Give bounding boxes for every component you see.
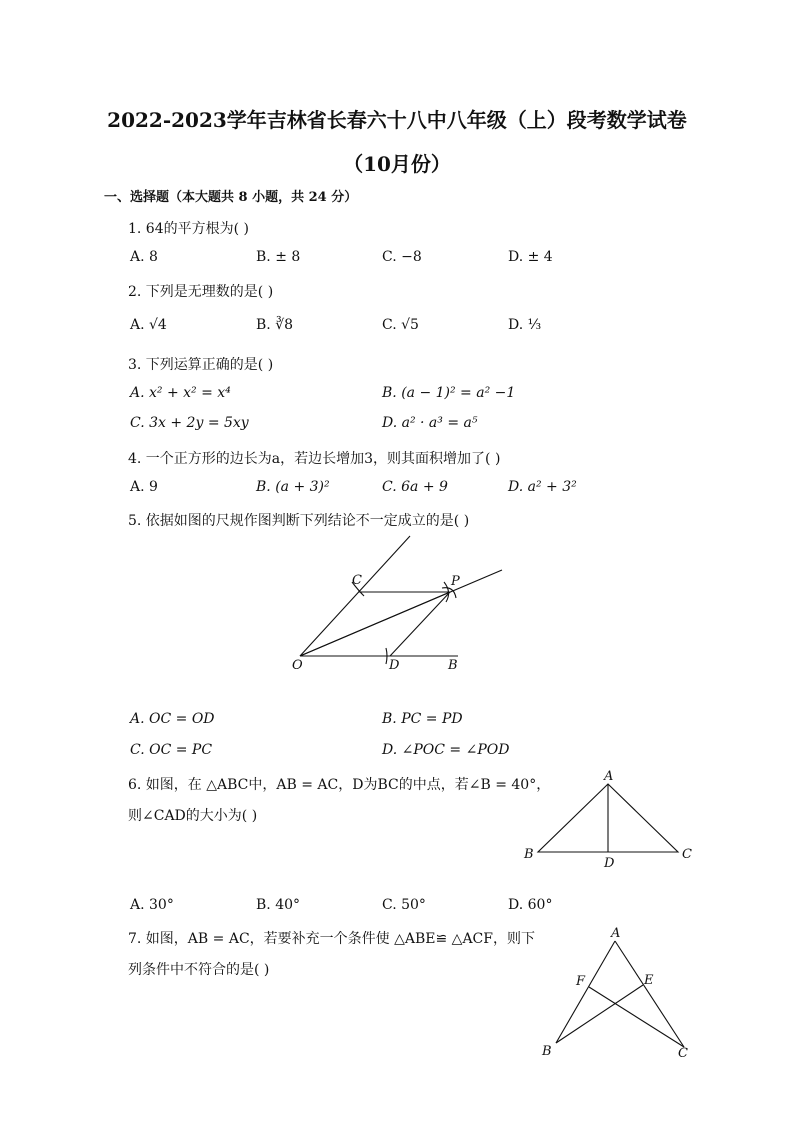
label-d: D (389, 658, 400, 673)
label-p: P (451, 574, 460, 589)
question-1-option-c: C. −8 (382, 249, 422, 265)
label-b: B (524, 847, 534, 862)
label-d: D (604, 856, 615, 871)
question-2-option-b: B. ∛8 (256, 317, 294, 333)
question-4-option-d: D. a² + 3² (508, 479, 577, 495)
question-5-stem: 5. 依据如图的尺规作图判断下列结论不一定成立的是( ) (128, 513, 470, 529)
question-4-option-c: C. 6a + 9 (382, 479, 448, 495)
exam-title: 2022-2023学年吉林省长春六十八中八年级（上）段考数学试卷 (107, 108, 687, 132)
question-2-stem: 2. 下列是无理数的是( ) (128, 284, 274, 300)
question-1-option-d: D. ± 4 (508, 249, 553, 265)
figure-7-triangles (536, 925, 706, 1065)
question-5-option-d: D. ∠POC = ∠POD (382, 742, 510, 758)
question-7-stem-line2: 列条件中不符合的是( ) (128, 962, 270, 978)
segment-ac (615, 941, 684, 1047)
label-a: A (604, 769, 614, 784)
question-3-option-d: D. a² · a³ = a⁵ (382, 415, 478, 431)
question-1-stem: 1. 64的平方根为( ) (128, 221, 249, 237)
question-2-option-d: D. ⅓ (508, 317, 542, 333)
question-3-option-b: B. (a − 1)² = a² −1 (382, 385, 516, 401)
question-6-option-a: A. 30° (130, 897, 174, 913)
figure-6-isosceles-triangle (518, 768, 698, 874)
label-f: F (576, 974, 586, 989)
question-6-stem-line1: 6. 如图，在 △ABC中，AB = AC，D为BC的中点，若∠B = 40°， (128, 777, 551, 793)
label-c: C (352, 573, 362, 588)
question-7-stem-line1: 7. 如图，AB = AC，若要补充一个条件使 △ABE≌ △ACF，则下 (128, 931, 535, 947)
label-e: E (644, 973, 654, 988)
question-4-option-b: B. (a + 3)² (256, 479, 330, 495)
question-3-stem: 3. 下列运算正确的是( ) (128, 357, 274, 373)
question-5-option-a: A. OC = OD (130, 711, 215, 727)
question-1-option-a: A. 8 (130, 249, 158, 265)
question-6-option-c: C. 50° (382, 897, 426, 913)
label-b: B (448, 658, 458, 673)
question-4-option-a: A. 9 (130, 479, 158, 495)
section-heading: 一、选择题（本大题共 8 小题，共 24 分） (104, 190, 358, 205)
exam-title-month: （10月份） (343, 152, 451, 176)
segment-dp (390, 592, 450, 656)
label-a: A (611, 926, 621, 941)
question-5-option-c: C. OC = PC (130, 742, 213, 758)
question-2-option-c: C. √5 (382, 317, 419, 333)
label-b: B (542, 1044, 552, 1059)
label-c: C (682, 847, 692, 862)
segment-op (300, 592, 450, 656)
question-1-option-b: B. ± 8 (256, 249, 301, 265)
ray-oa (300, 536, 410, 656)
question-6-option-d: D. 60° (508, 897, 553, 913)
question-6-stem-line2: 则∠CAD的大小为( ) (128, 808, 258, 824)
question-2-option-a: A. √4 (130, 317, 167, 333)
label-c: C (678, 1046, 688, 1061)
question-6-option-b: B. 40° (256, 897, 301, 913)
segment-cf (589, 987, 684, 1047)
question-4-stem: 4. 一个正方形的边长为a，若边长增加3，则其面积增加了( ) (128, 451, 501, 467)
question-3-option-a: A. x² + x² = x⁴ (130, 385, 231, 401)
label-o: O (292, 658, 303, 673)
segment-ab (556, 941, 615, 1043)
figure-5-compass-construction (280, 530, 520, 680)
question-5-option-b: B. PC = PD (382, 711, 463, 727)
question-3-option-c: C. 3x + 2y = 5xy (130, 415, 249, 431)
